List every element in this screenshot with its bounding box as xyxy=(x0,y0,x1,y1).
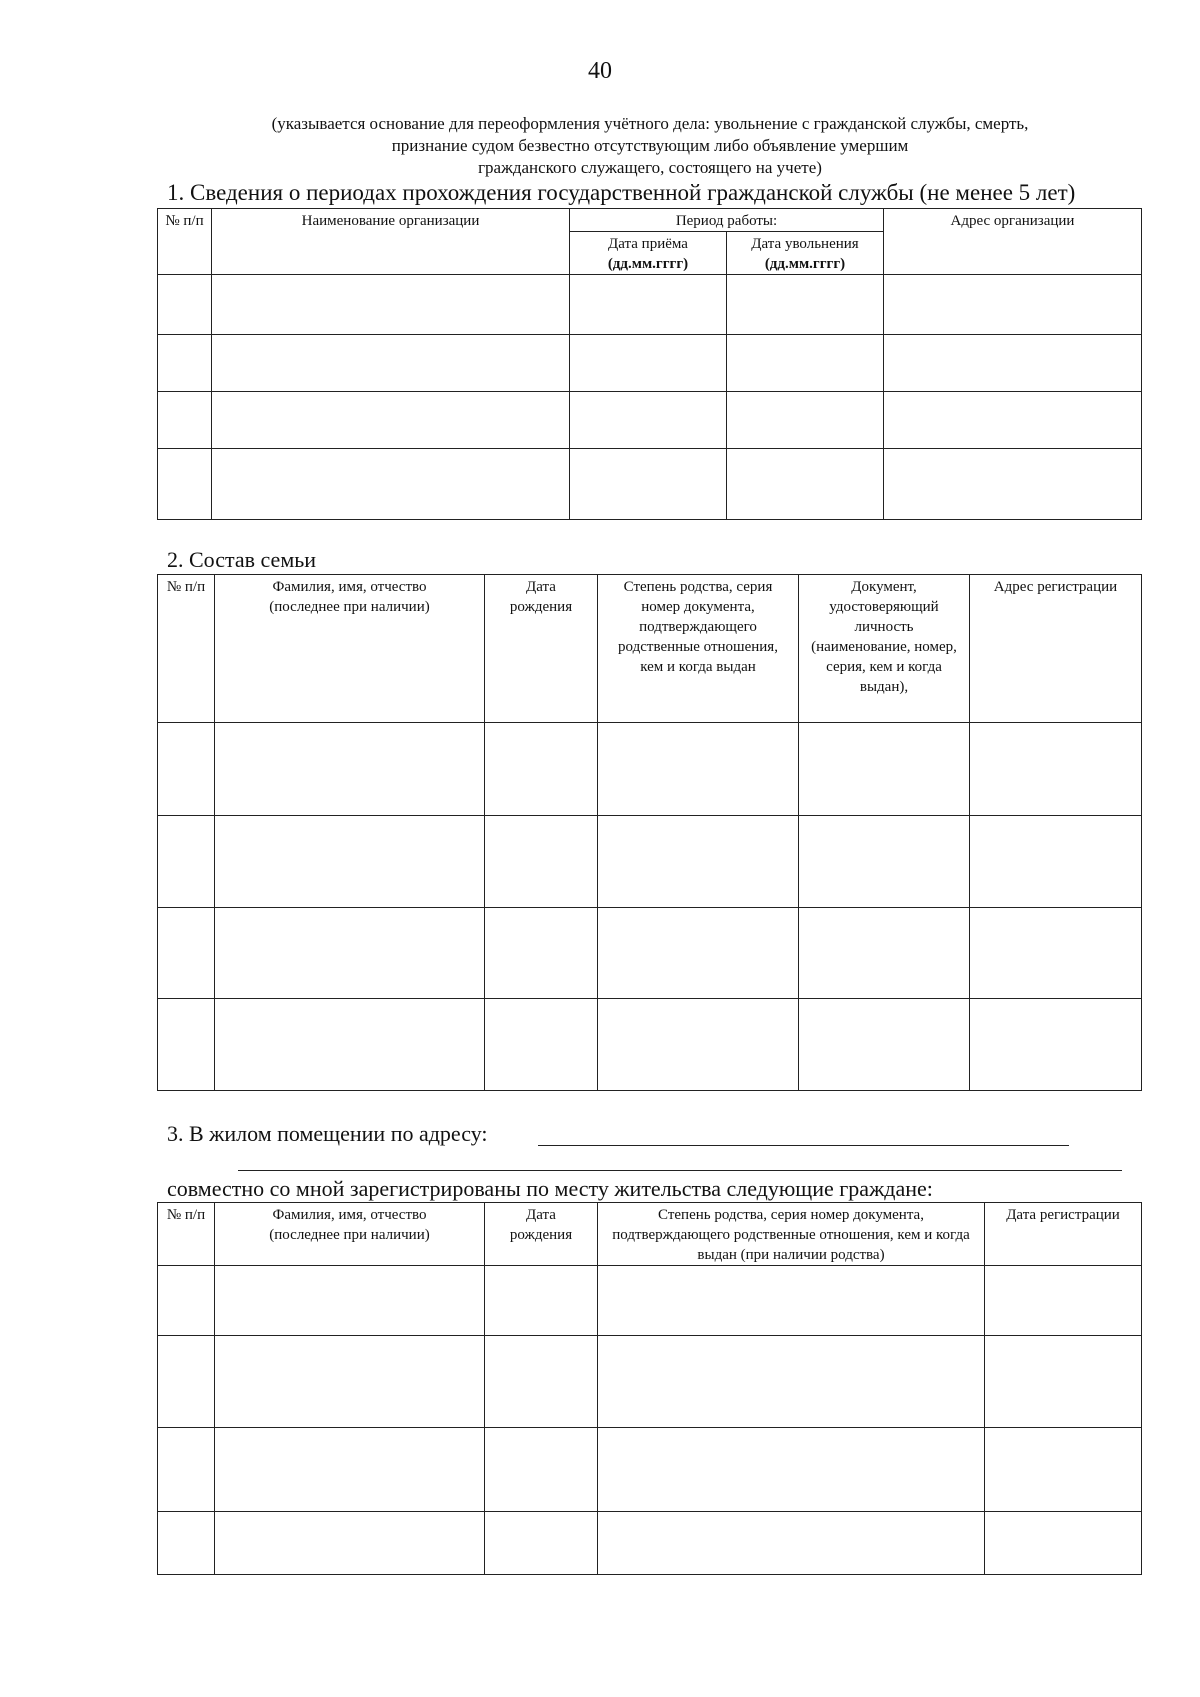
table-row xyxy=(158,392,1142,449)
col-organization-header: Наименование организации xyxy=(212,209,570,275)
table-row xyxy=(158,1336,1142,1428)
address-blank-line[interactable] xyxy=(538,1145,1069,1146)
col-address-header: Адрес организации xyxy=(884,209,1142,275)
service-periods-table xyxy=(157,208,1142,520)
date-format-label: (дд.мм.гггг) xyxy=(607,256,689,272)
basis-note-line: гражданского служащего, состоящего на учете) xyxy=(478,158,822,177)
section3-title: 3. В жилом помещении по адресу: xyxy=(167,1121,488,1146)
section2-title: 2. Состав семьи xyxy=(167,547,317,572)
table-row xyxy=(158,275,1142,335)
col-registration-date-header: Дата регистрации xyxy=(985,1203,1142,1266)
col-birthdate-header: Дата рождения xyxy=(485,1203,598,1266)
basis-note-line: (указывается основание для переоформления учётного дела: увольнение с гражданской службы, смерть, xyxy=(271,114,1029,133)
section3-subtitle: совместно со мной зарегистрированы по месту жительства следующие граждане: xyxy=(167,1176,933,1201)
table-row xyxy=(158,999,1142,1091)
col-registration-address-header: Адрес регистрации xyxy=(970,575,1142,723)
col-birthdate-header: Дата рождения xyxy=(485,575,598,723)
col-fullname-header: Фамилия, имя, отчество (последнее при наличии) xyxy=(215,575,485,723)
col-relation-header: Степень родства, серия номер документа, подтверждающего родственные отношения, кем и когда выдан xyxy=(598,575,799,723)
date-format-label: (дд.мм.гггг) xyxy=(764,256,846,272)
col-number-header: № п/п xyxy=(158,575,215,723)
col-period-header: Период работы: xyxy=(570,209,884,232)
registered-residents-table xyxy=(157,1202,1142,1575)
table-row xyxy=(158,816,1142,908)
table-row xyxy=(158,449,1142,520)
address-blank-line-continued[interactable] xyxy=(238,1170,1122,1171)
page-number: 40 xyxy=(588,58,612,84)
table-row xyxy=(158,908,1142,999)
col-relation-header: Степень родства, серия номер документа, подтверждающего родственные отношения, кем и когда выдан (при наличии родства) xyxy=(598,1203,985,1266)
col-identity-doc-header: Документ, удостоверяющий личность (наименование, номер, серия, кем и когда выдан), xyxy=(799,575,970,723)
col-fullname-header: Фамилия, имя, отчество (последнее при наличии) xyxy=(215,1203,485,1266)
col-number-header: № п/п xyxy=(158,1203,215,1266)
table-row xyxy=(158,335,1142,392)
col-end-date-header: Дата увольнения (дд.мм.гггг) xyxy=(727,232,884,275)
section1-title: 1. Сведения о периодах прохождения государственной гражданской службы (не менее 5 лет) xyxy=(167,180,1076,205)
col-number-header: № п/п xyxy=(158,209,212,275)
col-start-date-header: Дата приёма (дд.мм.гггг) xyxy=(570,232,727,275)
basis-note xyxy=(170,113,1130,179)
table-row xyxy=(158,1512,1142,1575)
family-table xyxy=(157,574,1142,1091)
table-row xyxy=(158,1428,1142,1512)
table-row xyxy=(158,1266,1142,1336)
table-row xyxy=(158,723,1142,816)
basis-note-line: признание судом безвестно отсутствующим либо объявление умершим xyxy=(391,136,909,155)
